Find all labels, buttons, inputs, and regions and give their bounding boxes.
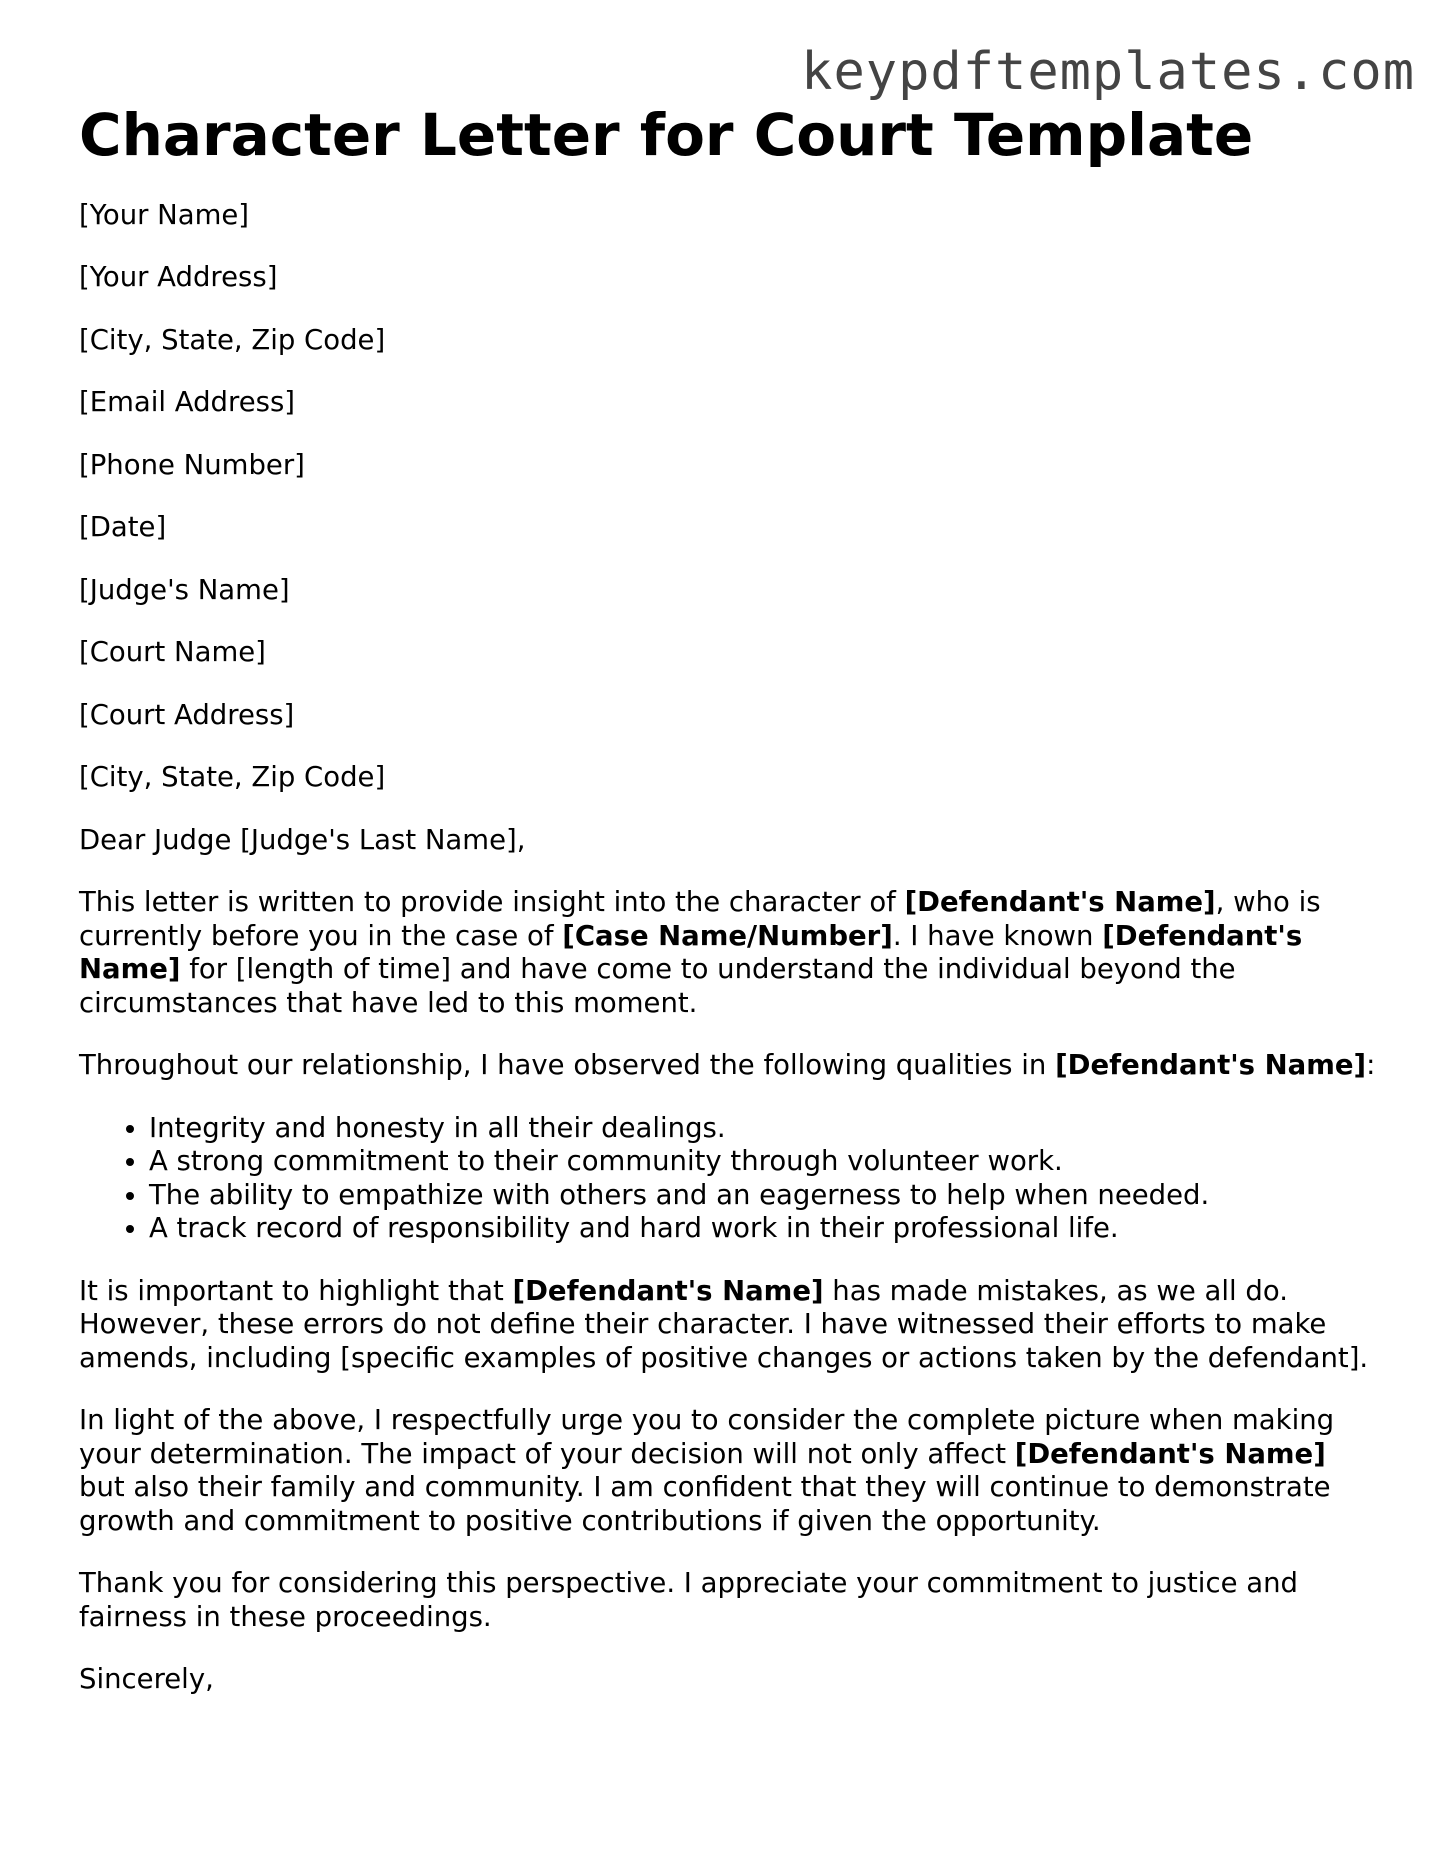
qualities-list [79, 1112, 1379, 1246]
sender-email: [Email Address] [79, 386, 296, 419]
salutation: Dear Judge [Judge's Last Name], [79, 823, 526, 856]
list-item: • The ability to empathize with others and an eagerness to help when needed. [149, 1179, 1379, 1213]
intro-text-3: . I have known [892, 919, 1103, 952]
defendant-name-placeholder: [Defendant's Name] [1055, 1049, 1367, 1082]
closing: Sincerely, [79, 1663, 214, 1696]
list-item: • Integrity and honesty in all their dealings. [149, 1112, 1379, 1146]
recipient-court-name: [Court Name] [79, 636, 266, 669]
defendant-name-placeholder: [Defendant's Name] [512, 1274, 824, 1307]
sender-address: [Your Address] [79, 261, 278, 294]
paragraph-qualities-intro [79, 1049, 1379, 1083]
defendant-name-placeholder: [Defendant's Name] [904, 886, 1216, 919]
paragraph-thanks: Thank you for considering this perspective. I appreciate your commitment to justice and fairness in these proceedings. [79, 1567, 1298, 1633]
paragraph-request [79, 1404, 1379, 1538]
recipient-court-address: [Court Address] [79, 698, 295, 731]
sender-name: [Your Name] [79, 198, 250, 231]
request-text-1: In light of the above, I respectfully urge you to consider the complete picture when making your determination. The impact of your decision will not only affect [79, 1404, 1335, 1470]
intro-text-1: This letter is written to provide insight into the character of [79, 886, 905, 919]
intro-text-2: , who is currently before you in the case of [79, 886, 1321, 952]
case-name-placeholder: [Case Name/Number] [562, 919, 893, 952]
recipient-city-state-zip: [City, State, Zip Code] [79, 761, 386, 794]
list-item: • A strong commitment to their community through volunteer work. [149, 1145, 1379, 1179]
document-title: Character Letter for Court Template [79, 101, 1254, 169]
request-text-2: but also their family and community. I am confident that they will continue to demonstrate growth and commitment to positive contributions if given the opportunity. [79, 1471, 1331, 1537]
defendant-name-placeholder: [Defendant's Name] [1014, 1437, 1326, 1470]
sender-city-state-zip: [City, State, Zip Code] [79, 323, 386, 356]
recipient-judge-name: [Judge's Name] [79, 573, 290, 606]
sender-phone: [Phone Number] [79, 448, 305, 481]
letter-document [79, 102, 1379, 1726]
qualities-intro-text: Throughout our relationship, I have observed the following qualities in [79, 1049, 1056, 1082]
mistakes-text-1: It is important to highlight that [79, 1274, 513, 1307]
intro-text-4: for [length of time] and have come to understand the individual beyond the circumstances that have led to this moment. [79, 953, 1236, 1019]
defendant-name-placeholder: [Defendant's Name] [79, 919, 1303, 986]
letter-date: [Date] [79, 511, 167, 544]
watermark: keypdftemplates.com [801, 42, 1415, 102]
list-item: • A track record of responsibility and hard work in their professional life. [149, 1212, 1379, 1246]
qualities-intro-colon: : [1366, 1049, 1376, 1082]
paragraph-introduction [79, 886, 1379, 1020]
mistakes-text-2: has made mistakes, as we all do. However, these errors do not define their character. I have witnessed their efforts to make amends, including [specific examples of positive changes or actions taken by the defendant]. [79, 1274, 1369, 1374]
paragraph-mistakes [79, 1275, 1379, 1376]
